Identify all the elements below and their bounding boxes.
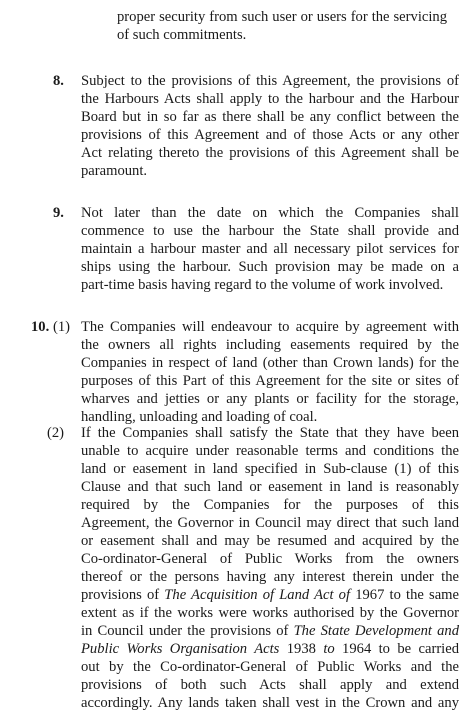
paragraph-line: ships using the harbour. Such provision may be made on a: [81, 259, 459, 275]
clause-9-paragraph: [81, 204, 459, 294]
line-text: in Council under the provisions of: [81, 623, 294, 639]
paragraph-line: Co-ordinator-General of Public Works from the owners: [81, 551, 459, 567]
paragraph-line: maintain a harbour master and all necessary pilot services for: [81, 241, 459, 257]
act-title-italic: Public Works Organisation Acts: [81, 641, 280, 657]
paragraph-line: Agreement, the Governor in Council may direct that such land: [81, 515, 459, 531]
clause-10-2-paragraph: [81, 424, 459, 712]
clause-number: 10.: [31, 319, 50, 335]
paragraph-line: of such commitments.: [117, 27, 247, 43]
line-text: 1967 to the same: [350, 587, 460, 603]
paragraph-line: The Companies will endeavour to acquire by agreement with: [81, 319, 459, 335]
paragraph-line: [81, 640, 459, 658]
paragraph-line: required by the Companies for the purposes of this: [81, 497, 459, 513]
subclause-number: (2): [47, 425, 65, 441]
clause-10-1-paragraph: [81, 318, 459, 426]
paragraph-line: or easement shall and may be resumed and acquired by the: [81, 533, 459, 549]
line-text: 1938: [279, 641, 324, 657]
paragraph-line: handling, unloading and loading of coal.: [81, 409, 318, 425]
paragraph-line: proper security from such user or users for the servicing: [117, 9, 447, 25]
italic-word: to: [323, 641, 335, 657]
paragraph-line: out by the Co-ordinator-General of Public Works and the: [81, 659, 459, 675]
paragraph-line: Not later than the date on which the Companies shall: [81, 205, 459, 221]
paragraph-line: If the Companies shall satisfy the State that they have been: [81, 425, 459, 441]
subclause-number: (1): [53, 319, 71, 335]
paragraph-line: extent as if the works were works authorised by the Governor: [81, 605, 459, 621]
paragraph-line: the owners all rights including easements required by the: [81, 337, 459, 353]
paragraph-line: part-time basis having regard to the volume of work involved.: [81, 277, 444, 293]
paragraph-line: the Harbours Acts shall apply to the harbour and the Harbour: [81, 91, 459, 107]
paragraph-line: paramount.: [81, 163, 148, 179]
paragraph-line: Act relating thereto the provisions of this Agreement shall be: [81, 145, 459, 161]
paragraph-line: wharves and jetties or any plants or facility for the storage,: [81, 391, 459, 407]
paragraph-line: Board but in so far as there shall be any conflict between the: [81, 109, 459, 125]
paragraph-line: [81, 586, 459, 604]
paragraph-line: accordingly. Any lands taken shall vest in the Crown and any: [81, 695, 459, 711]
clause-8-paragraph: [81, 72, 459, 180]
paragraph-line: purposes of this Part of this Agreement for the site or sites of: [81, 373, 459, 389]
paragraph-line: Companies in respect of land (other than Crown lands) for the: [81, 355, 459, 371]
clause-number: 8.: [53, 73, 64, 89]
paragraph-line: unable to acquire under reasonable terms and conditions the: [81, 443, 459, 459]
paragraph-line: land or easement in land specified in Sub-clause (1) of this: [81, 461, 459, 477]
paragraph-line: commence to use the harbour the State shall provide and: [81, 223, 459, 239]
line-text: 1964 to be carried: [334, 641, 460, 657]
paragraph-line: provisions of this Agreement and of those Acts or any other: [81, 127, 459, 143]
act-title-italic: The State Development and: [293, 623, 459, 639]
paragraph-line: Subject to the provisions of this Agreement, the provisions of: [81, 73, 459, 89]
paragraph-line: thereof or the persons having any interest therein under the: [81, 569, 459, 585]
continuation-paragraph: [117, 8, 447, 44]
paragraph-line: provisions of both such Acts shall apply and extend: [81, 677, 459, 693]
paragraph-line: Clause and that such land or easement in land is reasonably: [81, 479, 459, 495]
line-text: provisions of: [81, 587, 165, 603]
clause-number: 9.: [53, 205, 64, 221]
act-title-italic: The Acquisition of Land Act of: [164, 587, 351, 603]
paragraph-line: [81, 622, 459, 640]
